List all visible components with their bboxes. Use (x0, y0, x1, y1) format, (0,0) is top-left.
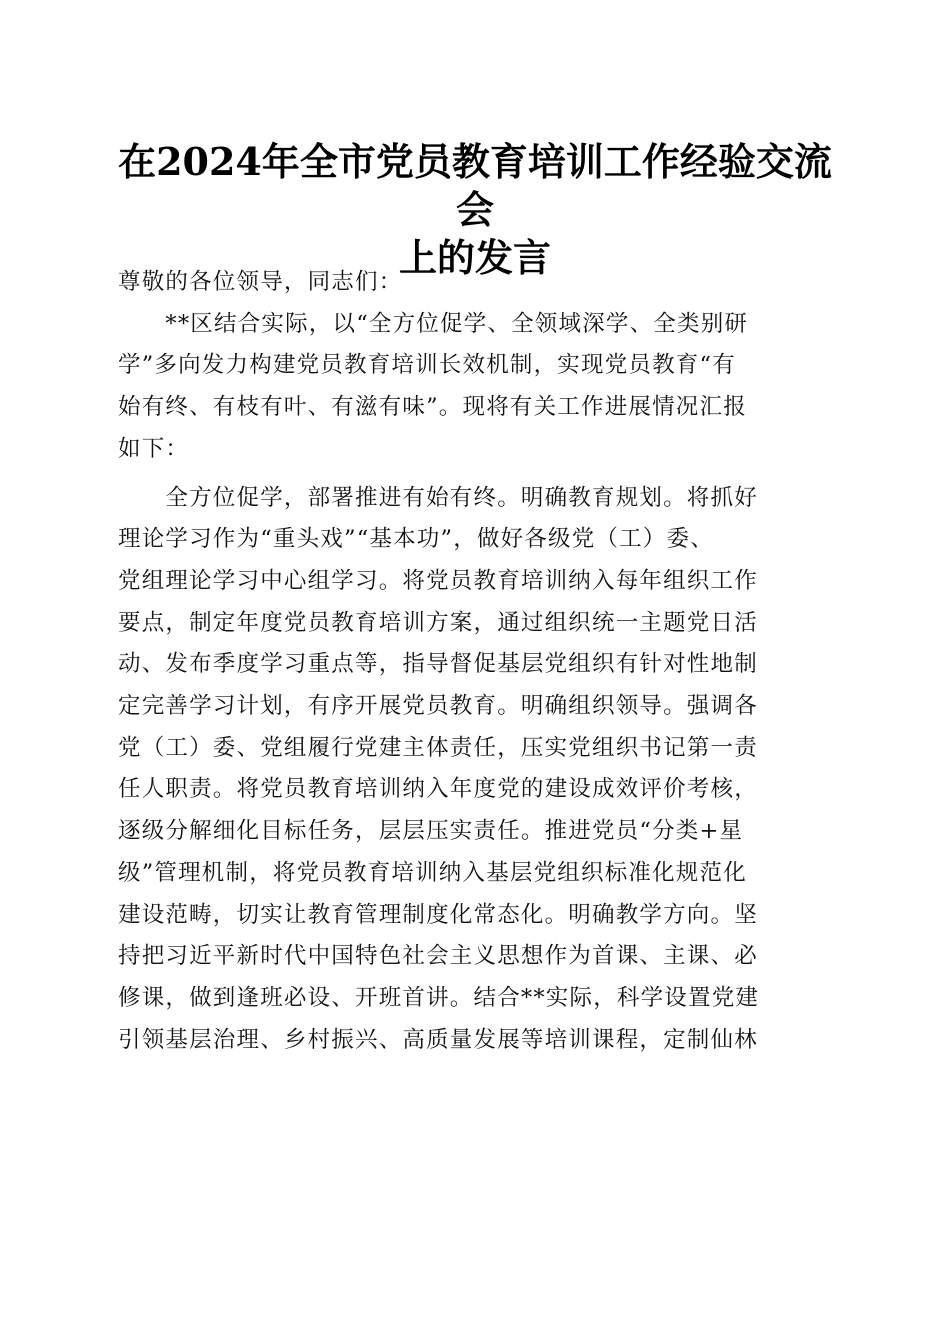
intro-line: 始有终、有枝有叶、有滋有味”。现将有关工作进展情况汇报 (118, 394, 747, 421)
section-line: 要点，制定年度党员教育培训方案，通过组织统一主题党日活 (118, 609, 758, 636)
section-paragraph (118, 478, 828, 1062)
title-line-2: 上的发言 (398, 235, 551, 280)
salutation-line: 尊敬的各位领导，同志们： (118, 269, 403, 295)
section-line: 引领基层治理、乡村振兴、高质量发展等培训课程，定制仙林 (118, 1026, 758, 1053)
document-body (118, 262, 828, 1061)
document-title (110, 138, 840, 282)
section-line: 逐级分解细化目标任务，层层压实责任。推进党员“分类+星 (118, 818, 744, 845)
intro-line: **区结合实际，以“全方位促学、全领域深学、全类别研 (118, 310, 749, 337)
section-line: 级”管理机制，将党员教育培训纳入基层党组织标准化规范化 (118, 859, 747, 886)
section-line: 全方位促学，部署推进有始有终。明确教育规划。将抓好 (118, 484, 758, 511)
title-line-1: 在2024年全市党员教育培训工作经验交流会 (118, 139, 832, 232)
section-line: 任人职责。将党员教育培训纳入年度党的建设成效评价考核， (118, 776, 758, 803)
section-line: 定完善学习计划，有序开展党员教育。明确组织领导。强调各 (118, 693, 758, 720)
section-line: 理论学习作为“重头戏”“基本功”，做好各级党（工）委、 (118, 526, 714, 553)
intro-paragraph (118, 304, 828, 471)
intro-line: 学”多向发力构建党员教育培训长效机制，实现党员教育“有 (118, 352, 736, 379)
intro-line: 如下： (118, 435, 190, 462)
paragraph-gap (118, 471, 828, 478)
section-line: 持把习近平新时代中国特色社会主义思想作为首课、主课、必 (118, 943, 758, 970)
salutation (118, 262, 828, 304)
section-line: 动、发布季度学习重点等，指导督促基层党组织有针对性地制 (118, 651, 758, 678)
section-line: 修课，做到逢班必设、开班首讲。结合**实际，科学设置党建 (118, 984, 760, 1011)
section-line: 建设范畴，切实让教育管理制度化常态化。明确教学方向。坚 (118, 901, 758, 928)
section-line: 党组理论学习中心组学习。将党员教育培训纳入每年组织工作 (118, 567, 758, 594)
section-line: 党（工）委、党组履行党建主体责任，压实党组织书记第一责 (118, 734, 758, 761)
